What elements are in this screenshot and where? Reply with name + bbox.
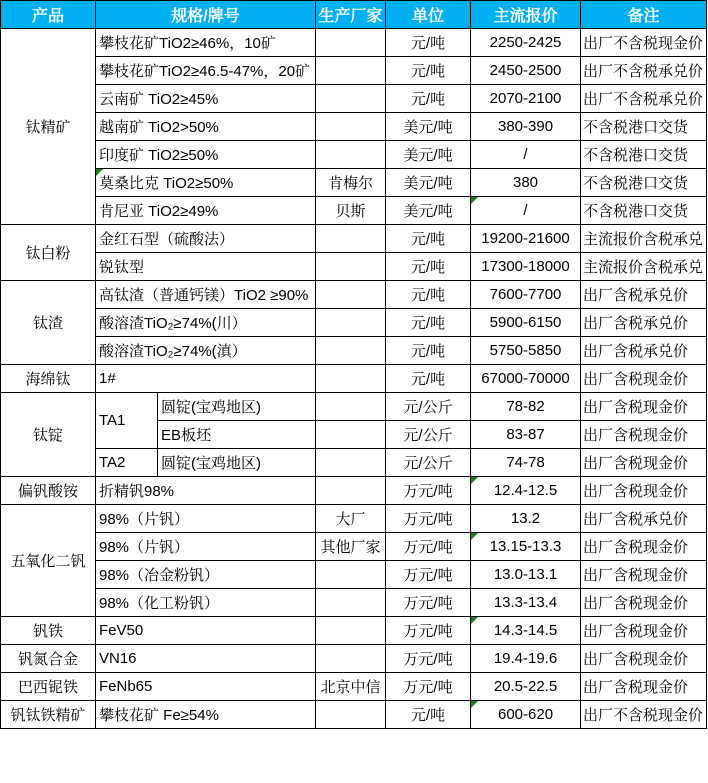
cell-price[interactable]: 5900-6150: [471, 309, 581, 337]
table-row: [1, 197, 707, 225]
cell-price[interactable]: /: [471, 141, 581, 169]
cell-unit[interactable]: 元/吨: [386, 365, 471, 393]
cell-unit[interactable]: 万元/吨: [386, 617, 471, 645]
cell-note[interactable]: 出厂含税现金价: [581, 561, 707, 589]
table-row: [1, 253, 707, 281]
cell-note[interactable]: 出厂含税现金价: [581, 617, 707, 645]
cell-price-text: /: [523, 202, 528, 219]
cell-price[interactable]: [471, 477, 581, 505]
cell-price[interactable]: 74-78: [471, 449, 581, 477]
table-row: [1, 225, 707, 253]
cell-price-text: 14.3-14.5: [493, 622, 558, 639]
cell-spec[interactable]: 高钛渣（普通钙镁）TiO2 ≥90%: [96, 281, 316, 309]
cell-price[interactable]: 380: [471, 169, 581, 197]
cell-unit[interactable]: 元/吨: [386, 225, 471, 253]
comment-indicator-icon: [471, 197, 478, 204]
cell-unit[interactable]: 元/吨: [386, 309, 471, 337]
cell-unit[interactable]: 美元/吨: [386, 197, 471, 225]
cell-spec[interactable]: [96, 169, 316, 197]
cell-unit[interactable]: 元/吨: [386, 281, 471, 309]
cell-manufacturer[interactable]: [316, 85, 386, 113]
cell-manufacturer[interactable]: [316, 253, 386, 281]
cell-unit[interactable]: 万元/吨: [386, 533, 471, 561]
cell-product[interactable]: 钛精矿: [1, 29, 96, 225]
header-spec[interactable]: 规格/牌号: [96, 1, 316, 29]
cell-spec[interactable]: 98%（片钒）: [96, 505, 316, 533]
cell-spec[interactable]: 攀枝花矿 Fe≥54%: [96, 701, 316, 729]
cell-price[interactable]: [471, 197, 581, 225]
cell-manufacturer[interactable]: [316, 589, 386, 617]
table-row: [1, 113, 707, 141]
cell-price[interactable]: 5750-5850: [471, 337, 581, 365]
table-row: [1, 29, 707, 57]
cell-price[interactable]: 78-82: [471, 393, 581, 421]
cell-note[interactable]: 出厂含税现金价: [581, 673, 707, 701]
cell-price[interactable]: 2250-2425: [471, 29, 581, 57]
cell-note[interactable]: 不含税港口交货: [581, 197, 707, 225]
cell-spec[interactable]: 98%（化工粉钒）: [96, 589, 316, 617]
cell-note[interactable]: 出厂含税承兑价: [581, 337, 707, 365]
cell-spec[interactable]: 圆锭(宝鸡地区): [158, 449, 316, 477]
table-row: [1, 309, 707, 337]
cell-spec[interactable]: FeV50: [96, 617, 316, 645]
comment-indicator-icon: [471, 533, 478, 540]
cell-manufacturer[interactable]: [316, 57, 386, 85]
cell-note[interactable]: 出厂含税现金价: [581, 449, 707, 477]
cell-spec[interactable]: 酸溶渣TiO₂≥74%(滇）: [96, 337, 316, 365]
cell-unit[interactable]: 元/公斤: [386, 449, 471, 477]
cell-spec[interactable]: 折精钒98%: [96, 477, 316, 505]
cell-price[interactable]: 13.3-13.4: [471, 589, 581, 617]
cell-manufacturer[interactable]: [316, 309, 386, 337]
cell-price[interactable]: 380-390: [471, 113, 581, 141]
cell-price[interactable]: 2450-2500: [471, 57, 581, 85]
cell-price[interactable]: [471, 617, 581, 645]
cell-note[interactable]: 不含税港口交货: [581, 141, 707, 169]
table-row: [1, 365, 707, 393]
cell-note[interactable]: 不含税港口交货: [581, 169, 707, 197]
table-row: [1, 337, 707, 365]
table-row: [1, 505, 707, 533]
cell-price[interactable]: 7600-7700: [471, 281, 581, 309]
cell-manufacturer[interactable]: 北京中信: [316, 673, 386, 701]
cell-note[interactable]: 不含税港口交货: [581, 113, 707, 141]
cell-price[interactable]: 13.0-13.1: [471, 561, 581, 589]
cell-unit[interactable]: 万元/吨: [386, 561, 471, 589]
cell-spec[interactable]: 锐钛型: [96, 253, 316, 281]
table-row: [1, 169, 707, 197]
table-row: [1, 477, 707, 505]
cell-manufacturer[interactable]: 其他厂家: [316, 533, 386, 561]
cell-note[interactable]: 出厂含税现金价: [581, 393, 707, 421]
cell-unit[interactable]: 万元/吨: [386, 673, 471, 701]
header-price[interactable]: 主流报价: [471, 1, 581, 29]
cell-manufacturer[interactable]: [316, 561, 386, 589]
cell-product[interactable]: 海绵钛: [1, 365, 96, 393]
cell-price[interactable]: 67000-70000: [471, 365, 581, 393]
comment-indicator-icon: [471, 701, 478, 708]
table-row: [1, 533, 707, 561]
table-row: [1, 561, 707, 589]
cell-product[interactable]: 五氧化二钒: [1, 505, 96, 617]
cell-note[interactable]: 出厂不含税现金价: [581, 701, 707, 729]
table-row: [1, 57, 707, 85]
cell-note[interactable]: 出厂含税现金价: [581, 533, 707, 561]
table-row: [1, 617, 707, 645]
cell-spec[interactable]: 云南矿 TiO2≥45%: [96, 85, 316, 113]
cell-unit[interactable]: 元/公斤: [386, 421, 471, 449]
cell-manufacturer[interactable]: [316, 645, 386, 673]
cell-note[interactable]: 出厂含税现金价: [581, 421, 707, 449]
cell-note[interactable]: 出厂不含税现金价: [581, 29, 707, 57]
cell-manufacturer[interactable]: [316, 393, 386, 421]
cell-note[interactable]: 主流报价含税承兑: [581, 253, 707, 281]
cell-spec[interactable]: 圆锭(宝鸡地区): [158, 393, 316, 421]
cell-manufacturer[interactable]: [316, 449, 386, 477]
cell-product[interactable]: 钛白粉: [1, 225, 96, 281]
cell-note[interactable]: 出厂不含税承兑价: [581, 57, 707, 85]
cell-unit[interactable]: 元/吨: [386, 29, 471, 57]
cell-grade[interactable]: TA1: [96, 393, 158, 449]
comment-indicator-icon: [471, 477, 478, 484]
cell-unit[interactable]: 美元/吨: [386, 113, 471, 141]
cell-price[interactable]: 83-87: [471, 421, 581, 449]
header-manufacturer[interactable]: 生产厂家: [316, 1, 386, 29]
cell-note[interactable]: 出厂含税现金价: [581, 365, 707, 393]
cell-unit[interactable]: 元/吨: [386, 57, 471, 85]
cell-manufacturer[interactable]: [316, 113, 386, 141]
cell-note[interactable]: 出厂含税现金价: [581, 477, 707, 505]
cell-note[interactable]: 出厂含税现金价: [581, 589, 707, 617]
cell-note[interactable]: 出厂含税承兑价: [581, 281, 707, 309]
table-row: [1, 85, 707, 113]
cell-unit[interactable]: 元/吨: [386, 253, 471, 281]
cell-spec[interactable]: 攀枝花矿TiO2≥46%，10矿: [96, 29, 316, 57]
cell-manufacturer[interactable]: 大厂: [316, 505, 386, 533]
cell-product[interactable]: 钛渣: [1, 281, 96, 365]
table-row: [1, 589, 707, 617]
table-row: [1, 393, 707, 421]
cell-unit[interactable]: 元/吨: [386, 337, 471, 365]
cell-price-text: 12.4-12.5: [493, 482, 558, 499]
cell-price[interactable]: 19.4-19.6: [471, 645, 581, 673]
cell-price-text: 13.15-13.3: [489, 538, 562, 555]
cell-spec[interactable]: 攀枝花矿TiO2≥46.5-47%，20矿: [96, 57, 316, 85]
cell-unit[interactable]: 元/公斤: [386, 393, 471, 421]
table-row: [1, 673, 707, 701]
cell-unit[interactable]: 元/吨: [386, 85, 471, 113]
table-row: [1, 281, 707, 309]
cell-price[interactable]: 17300-18000: [471, 253, 581, 281]
cell-manufacturer[interactable]: [316, 225, 386, 253]
header-row: [1, 1, 707, 29]
cell-product[interactable]: 钒氮合金: [1, 645, 96, 673]
cell-grade[interactable]: TA2: [96, 449, 158, 477]
cell-spec-text: 莫桑比克 TiO2≥50%: [99, 175, 234, 192]
cell-spec[interactable]: FeNb65: [96, 673, 316, 701]
cell-spec[interactable]: 1#: [96, 365, 316, 393]
cell-spec[interactable]: 越南矿 TiO2>50%: [96, 113, 316, 141]
table-row: [1, 141, 707, 169]
cell-note[interactable]: 出厂含税现金价: [581, 645, 707, 673]
cell-price[interactable]: [471, 533, 581, 561]
cell-manufacturer[interactable]: [316, 141, 386, 169]
comment-indicator-icon: [96, 169, 103, 176]
cell-spec[interactable]: 肯尼亚 TiO2≥49%: [96, 197, 316, 225]
cell-price-text: 600-620: [497, 706, 554, 723]
header-note[interactable]: 备注: [581, 1, 707, 29]
cell-unit[interactable]: 万元/吨: [386, 505, 471, 533]
cell-price[interactable]: 13.2: [471, 505, 581, 533]
cell-manufacturer[interactable]: 贝斯: [316, 197, 386, 225]
cell-manufacturer[interactable]: [316, 29, 386, 57]
cell-spec[interactable]: EB板坯: [158, 421, 316, 449]
cell-unit[interactable]: 万元/吨: [386, 589, 471, 617]
cell-spec[interactable]: 酸溶渣TiO₂≥74%(川）: [96, 309, 316, 337]
cell-spec[interactable]: 98%（片钒）: [96, 533, 316, 561]
cell-product[interactable]: 偏钒酸铵: [1, 477, 96, 505]
cell-unit[interactable]: 元/吨: [386, 701, 471, 729]
comment-indicator-icon: [471, 617, 478, 624]
cell-manufacturer[interactable]: [316, 281, 386, 309]
cell-product[interactable]: 钒铁: [1, 617, 96, 645]
cell-product[interactable]: 钛锭: [1, 393, 96, 477]
header-unit[interactable]: 单位: [386, 1, 471, 29]
cell-manufacturer[interactable]: [316, 617, 386, 645]
cell-price[interactable]: [471, 701, 581, 729]
cell-note[interactable]: 主流报价含税承兑: [581, 225, 707, 253]
cell-spec[interactable]: 印度矿 TiO2≥50%: [96, 141, 316, 169]
cell-price[interactable]: 2070-2100: [471, 85, 581, 113]
cell-unit[interactable]: 万元/吨: [386, 645, 471, 673]
cell-unit[interactable]: 美元/吨: [386, 169, 471, 197]
cell-price[interactable]: 19200-21600: [471, 225, 581, 253]
cell-spec[interactable]: 98%（冶金粉钒）: [96, 561, 316, 589]
cell-note[interactable]: 出厂含税承兑价: [581, 505, 707, 533]
header-product[interactable]: 产品: [1, 1, 96, 29]
cell-manufacturer[interactable]: [316, 701, 386, 729]
cell-manufacturer[interactable]: 肯梅尔: [316, 169, 386, 197]
cell-manufacturer[interactable]: [316, 365, 386, 393]
cell-unit[interactable]: 万元/吨: [386, 477, 471, 505]
cell-price[interactable]: 20.5-22.5: [471, 673, 581, 701]
table-row: [1, 701, 707, 729]
cell-manufacturer[interactable]: [316, 477, 386, 505]
table-row: [1, 449, 707, 477]
cell-spec[interactable]: 金红石型（硫酸法）: [96, 225, 316, 253]
cell-manufacturer[interactable]: [316, 337, 386, 365]
cell-spec[interactable]: VN16: [96, 645, 316, 673]
cell-product[interactable]: 巴西铌铁: [1, 673, 96, 701]
cell-unit[interactable]: 美元/吨: [386, 141, 471, 169]
table-row: [1, 645, 707, 673]
cell-product[interactable]: 钒钛铁精矿: [1, 701, 96, 729]
cell-manufacturer[interactable]: [316, 421, 386, 449]
cell-note[interactable]: 出厂含税承兑价: [581, 309, 707, 337]
cell-note[interactable]: 出厂不含税承兑价: [581, 85, 707, 113]
